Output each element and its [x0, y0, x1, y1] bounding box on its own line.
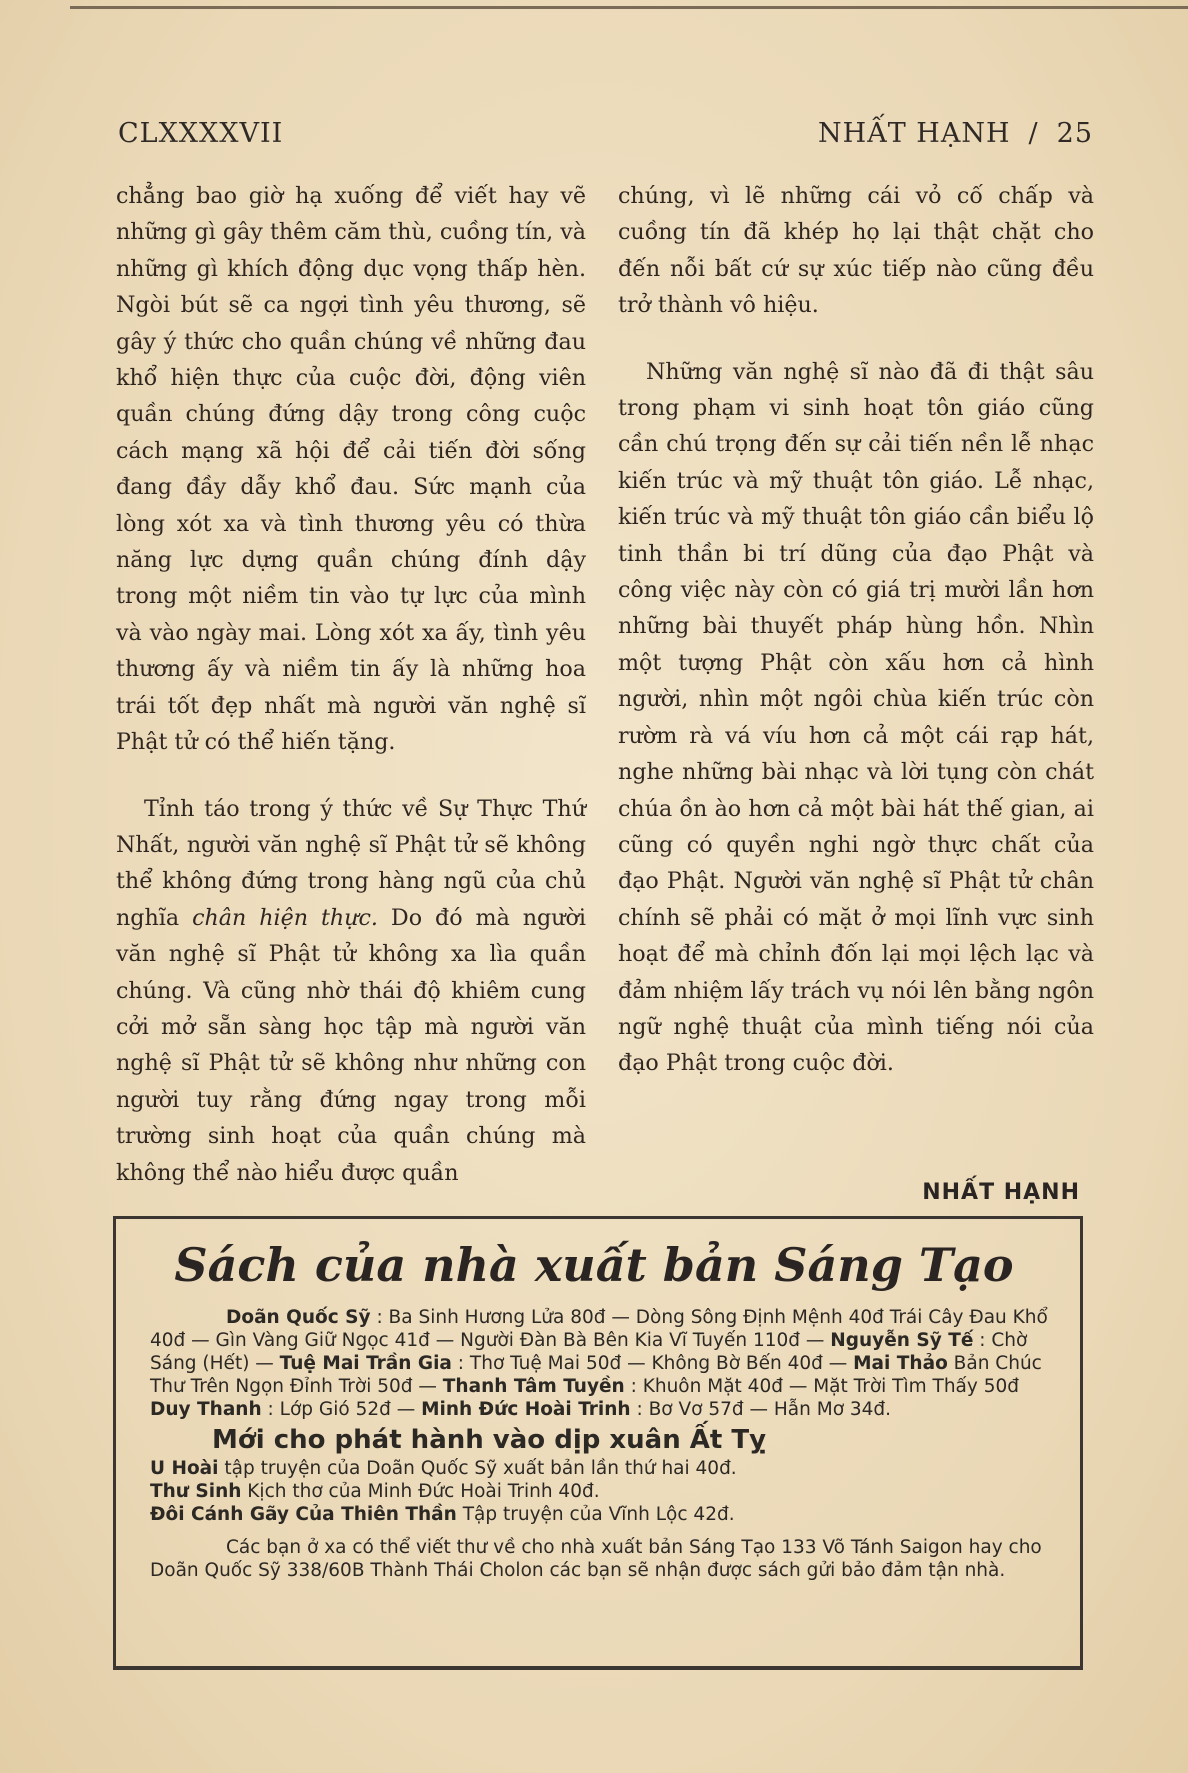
new-release-heading: Mới cho phát hành vào dịp xuân Ất Tỵ	[212, 1425, 767, 1455]
right-column	[618, 178, 1094, 1082]
ordering-note: Các bạn ở xa có thể viết thư về cho nhà xuất bản Sáng Tạo 133 Võ Tánh Saigon hay cho Doãn Quốc Sỹ 338/60B Thành Thái Cholon các bạn sẽ nhận được sách gửi bảo đảm tận nhà.	[150, 1537, 1042, 1581]
book-entries: : Lớp Gió 52đ —	[261, 1399, 422, 1420]
book-entries: : Khuôn Mặt 40đ — Mặt Trời Tìm Thấy 50đ	[624, 1376, 1019, 1397]
book-list	[150, 1306, 1052, 1421]
author-name: Mai Thảo	[853, 1353, 948, 1374]
author-name: Doãn Quốc Sỹ	[226, 1307, 371, 1328]
left-paragraph-2-text-a: Tỉnh táo trong ý thức về Sự Thực Thứ Nhất, người văn nghệ sĩ Phật tử sẽ không thể không đứng trong hàng ngũ của chủ nghĩa	[116, 795, 586, 931]
author-name: Minh Đức Hoài Trinh	[421, 1399, 631, 1420]
author-name: Thanh Tâm Tuyền	[442, 1376, 625, 1397]
book-entries: : Thơ Tuệ Mai 50đ — Không Bờ Bến 40đ —	[451, 1353, 854, 1374]
advertisement-title: Sách của nhà xuất bản Sáng Tạo	[174, 1238, 1014, 1292]
book-title: Thư Sinh	[150, 1481, 242, 1502]
new-release-item	[150, 1480, 1052, 1503]
advertisement-body	[150, 1306, 1052, 1582]
author-name: Duy Thanh	[150, 1399, 262, 1420]
advertisement-bottom-rule	[113, 1666, 1083, 1670]
author-name: Nguyễn Sỹ Tế	[830, 1330, 974, 1351]
running-head	[800, 118, 1093, 149]
book-title: U Hoài	[150, 1458, 219, 1479]
book-entries: : Chờ Sáng (Hết) —	[150, 1330, 1028, 1374]
top-rule	[70, 6, 1188, 9]
page-number: 25	[1056, 118, 1093, 149]
book-entries: : Ba Sinh Hương Lửa 80đ — Dòng Sông Định Mệnh 40đ Trái Cây Đau Khổ 40đ — Gìn Vàng Giữ Ngọc 41đ — Người Đàn Bà Bên Kia Vĩ Tuyến 110đ —	[150, 1307, 1048, 1351]
book-description: tập truyện của Doãn Quốc Sỹ xuất bản lần thứ hai 40đ.	[218, 1458, 737, 1479]
right-paragraph-2: Những văn nghệ sĩ nào đã đi thật sâu trong phạm vi sinh hoạt tôn giáo cũng cần chú trọng đến sự cải tiến nền lễ nhạc kiến trúc và mỹ thuật tôn giáo. Lễ nhạc, kiến trúc và mỹ thuật tôn giáo cần biểu lộ tinh thần bi trí dũng của đạo Phật và công việc này còn có giá trị mười lần hơn những bài thuyết pháp hùng hồn. Nhìn một tượng Phật còn xấu hơn cả hình người, nhìn một ngôi chùa kiến trúc còn rườm rà vá víu hơn cả một cái rạp hát, nghe những bài nhạc và lời tụng còn chát chúa ồn ào hơn cả một bài hát thế gian, ai cũng có quyền nghi ngờ thực chất của đạo Phật. Người văn nghệ sĩ Phật tử chân chính sẽ phải có mặt ở mọi lĩnh vực sinh hoạt để mà chỉnh đốn lại mọi lệch lạc và đảm nhiệm lấy trách vụ nói lên bằng ngôn ngữ nghệ thuật của mình tiếng nói của đạo Phật trong cuộc đời.	[618, 358, 1094, 1077]
book-title: Đôi Cánh Gãy Của Thiên Thần	[150, 1504, 457, 1525]
book-entries: : Bơ Vơ 57đ — Hẫn Mơ 34đ.	[630, 1399, 892, 1420]
left-paragraph-2-text-b: Do đó mà người văn nghệ sĩ Phật tử không xa lìa quần chúng. Và cũng nhờ thái độ khiêm cung cởi mở sẵn sàng học tập mà người văn nghệ sĩ Phật tử sẽ không như những con người tuy rằng đứng ngay trong mỗi trường sinh hoạt của quần chúng mà không thể nào hiểu được quần	[116, 904, 586, 1186]
right-paragraph-1: chúng, vì lẽ những cái vỏ cố chấp và cuồng tín đã khép họ lại thật chặt cho đến nỗi bất cứ sự xúc tiếp nào cũng đều trở thành vô hiệu.	[618, 183, 1094, 319]
author-name: Tuệ Mai Trần Gia	[279, 1353, 452, 1374]
chapter-number: CLXXXXVII	[118, 118, 284, 149]
new-release-item	[150, 1503, 1052, 1526]
left-paragraph-1: chẳng bao giờ hạ xuống để viết hay vẽ những gì gây thêm căm thù, cuồng tín, và những gì khích động dục vọng thấp hèn. Ngòi bút sẽ ca ngợi tình yêu thương, sẽ gây ý thức cho quần chúng về những đau khổ hiện thực của cuộc đời, động viên quần chúng đứng dậy trong công cuộc cách mạng xã hội để cải tiến đời sống đang đầy dẫy khổ đau. Sức mạnh của lòng xót xa và tình thương yêu có thừa năng lực dựng quần chúng đính dậy trong một niềm tin vào tự lực của mình và vào ngày mai. Lòng xót xa ấy, tình yêu thương ấy và niềm tin ấy là những hoa trái tốt đẹp nhất mà người văn nghệ sĩ Phật tử có thể hiến tặng.	[116, 183, 586, 756]
new-release-item	[150, 1457, 1052, 1480]
separator: /	[1028, 118, 1039, 149]
left-column	[116, 178, 586, 1191]
book-entries: Bản Chúc Thư Trên Ngọn Đỉnh Trời 50đ —	[150, 1353, 1042, 1397]
left-paragraph-2	[116, 791, 586, 1191]
emphasis-chan-hien-thuc: chân hiện thực.	[192, 904, 378, 931]
book-description: Kịch thơ của Minh Đức Hoài Trinh 40đ.	[241, 1481, 600, 1502]
page-header	[118, 118, 1093, 149]
running-author: NHẤT HẠNH	[818, 118, 1011, 149]
book-description: Tập truyện của Vĩnh Lộc 42đ.	[456, 1504, 735, 1525]
author-signature: NHẤT HẠNH	[922, 1180, 1080, 1205]
